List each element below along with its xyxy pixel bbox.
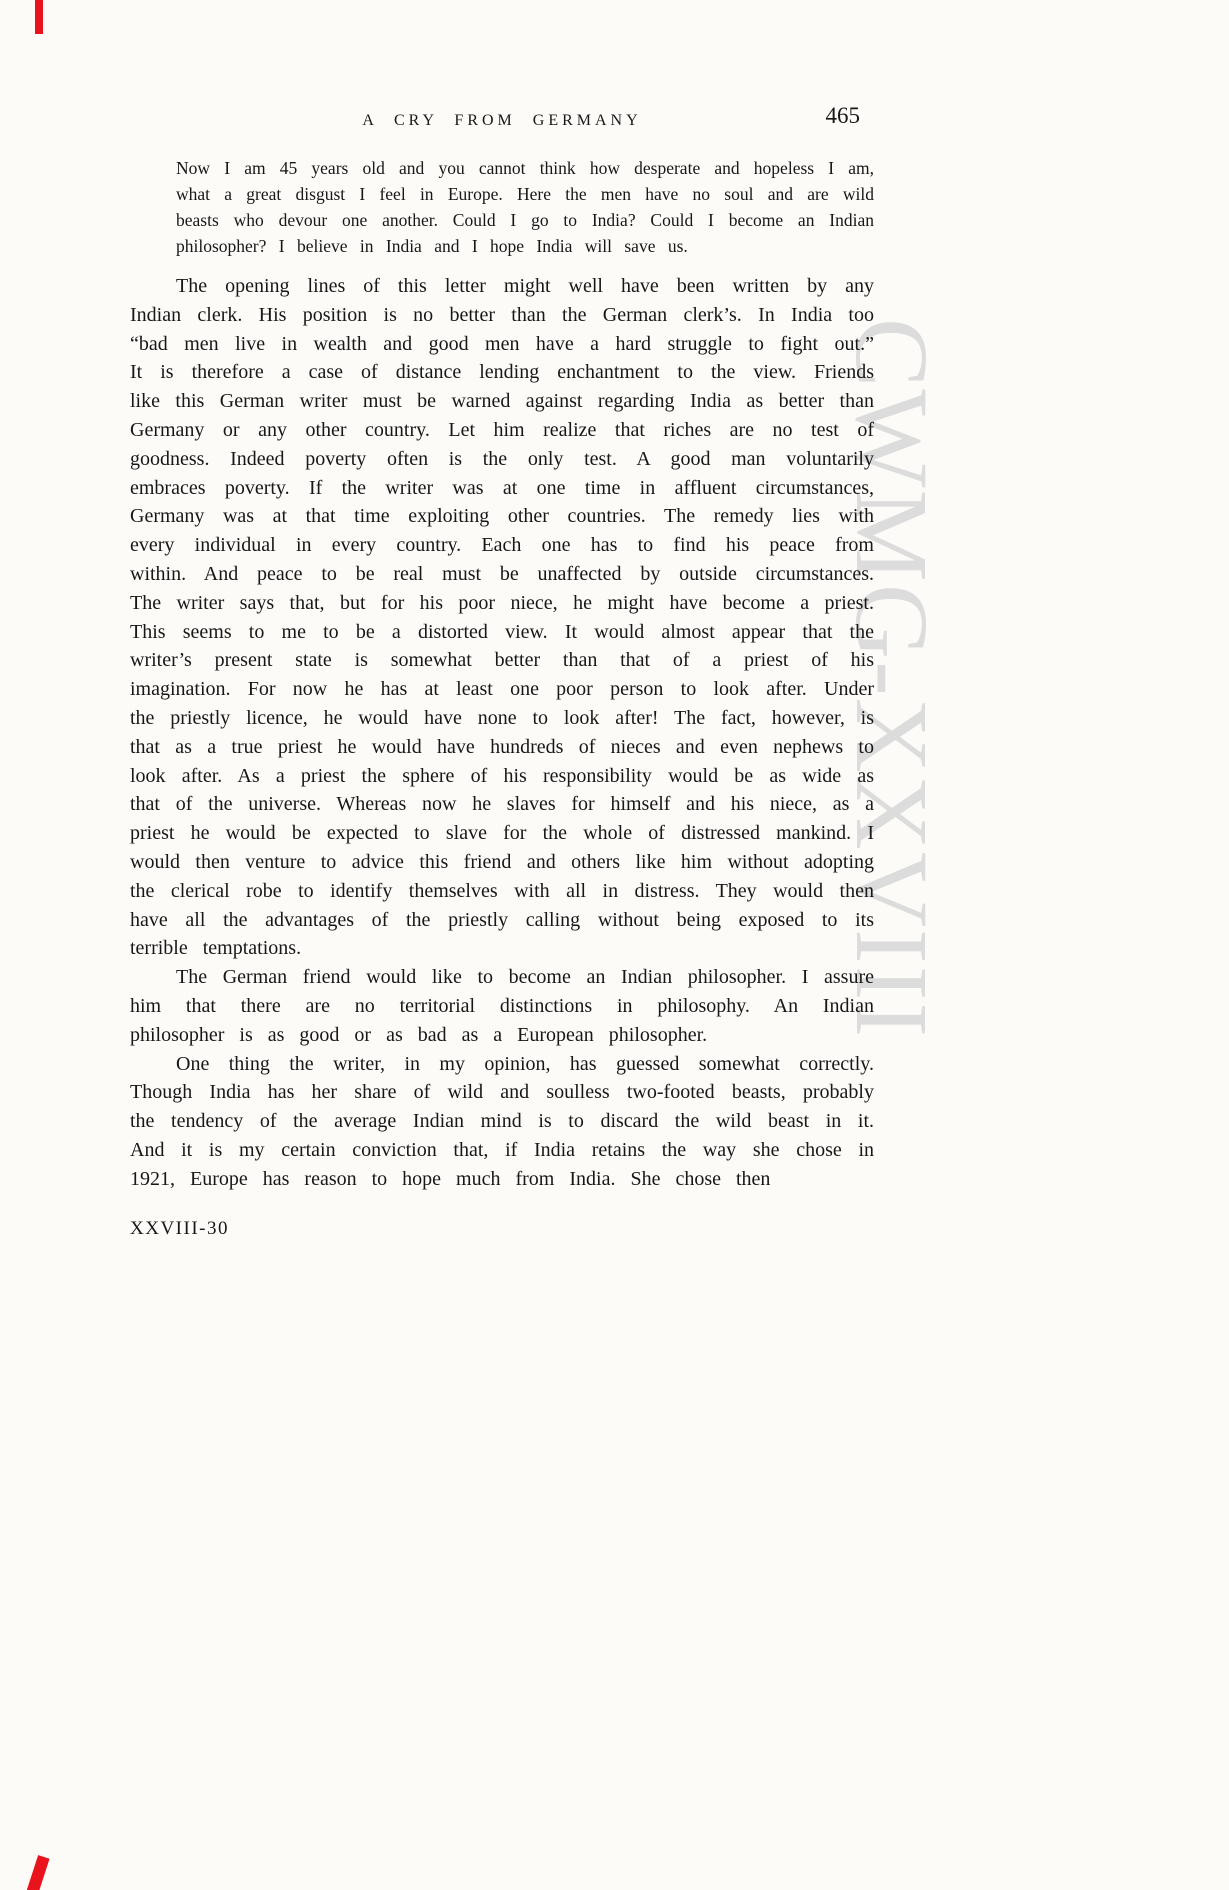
body-paragraph: One thing the writer, in my opinion, has guessed somewhat correctly. Though India has her share of wild and soulless two-footed beasts, probably the tendency of the average Indian mind is to discard the wild beast in it. And it is my certain conviction that, if India retains the way she chose in 1921, Europe has reason to hope much from India. She chose then <box>130 1052 874 1190</box>
volume-watermark: CWMG-XXVIII <box>834 318 949 1039</box>
chapter-title: A CRY FROM GERMANY <box>362 112 642 129</box>
signature-mark: XXVIII-30 <box>130 1217 229 1239</box>
scan-red-mark-bottom <box>26 1855 49 1890</box>
quoted-letter-excerpt: Now I am 45 years old and you cannot think how desperate and hopeless I am, what a great disgust I feel in Europe. Here the men have no soul and are wild beasts who devour one another. Could I go to India? Could I become an Indian philosopher? I believe in India and I hope India will save us. <box>176 158 874 256</box>
text-column <box>130 103 874 1240</box>
body-paragraph: The German friend would like to become an Indian philosopher. I assure him that there are no territorial distinctions in philosophy. An Indian philosopher is as good or as bad as a European philosopher. <box>130 966 874 1046</box>
page-number: 465 <box>825 103 860 128</box>
page-header <box>130 103 874 145</box>
body-paragraph: The opening lines of this letter might well have been written by any Indian clerk. His position is no better than the German clerk’s. In India too “bad men live in wealth and good men have a hard struggle to fight out.” It is therefore a case of distance lending enchantment to the view. Friends like this German writer must be warned against regarding India as better than Germany or any other country. Let him realize that riches are no test of goodness. Indeed poverty often is the only test. A good man voluntarily embraces poverty. If the writer was at one time in affluent circumstances, Germany was at that time exploiting other countries. The remedy lies with every individual in every country. Each one has to find his peace from within. And peace to be real must be unaffected by outside circumstances. The writer says that, but for his poor niece, he might have become a priest. This seems to me to be a distorted view. It would almost appear that the writer’s present state is somewhat better than that of a priest of his imagination. For now he has at least one poor person to look after. Under the priestly licence, he would have none to look after! The fact, however, is that as a true priest he would have hundreds of nieces and even nephews to look after. As a priest the sphere of his responsibility would be as wide as that of the universe. Whereas now he slaves for himself and his niece, as a priest he would be expected to slave for the whole of distressed mankind. I would then venture to advice this friend and others like him without adopting the clerical robe to identify themselves with all in distress. They would then have all the advantages of the priestly calling without being exposed to its terrible temptations. <box>130 275 874 960</box>
scan-red-mark-top <box>35 0 43 34</box>
